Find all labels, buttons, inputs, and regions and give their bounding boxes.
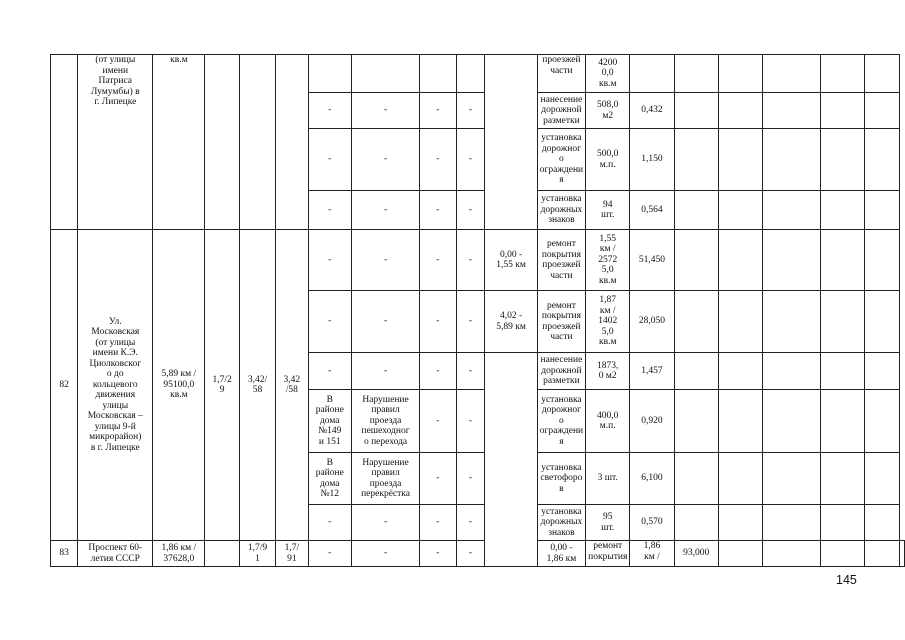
empty-cell <box>718 129 762 191</box>
empty-cell <box>718 541 762 567</box>
value-cell-4: - <box>420 505 456 541</box>
empty-cell <box>820 453 864 505</box>
empty-cell <box>718 505 762 541</box>
work-type-cell: установка светофоро в <box>537 453 585 505</box>
empty-cell <box>900 541 905 567</box>
value-cell-4 <box>420 55 456 93</box>
work-type-cell: установка дорожног о ограждени я <box>537 129 585 191</box>
object-name-cell: (от улицы имени Патриса Лумумбы) в г. Липецке <box>78 55 153 230</box>
value-cell-2: 1,7/9 1 <box>239 541 275 567</box>
value-cell-1 <box>205 541 239 567</box>
number-cell: 83 <box>51 541 78 567</box>
value-cell-5: - <box>456 390 485 453</box>
table-row <box>51 541 905 567</box>
location-cell: - <box>308 353 351 390</box>
value-cell-5: - <box>456 291 485 353</box>
value-cell-4: - <box>420 129 456 191</box>
empty-cell <box>762 191 820 230</box>
empty-cell <box>718 291 762 353</box>
value-cell-4: - <box>420 191 456 230</box>
empty-cell <box>864 390 899 453</box>
value-cell-3 <box>276 55 308 230</box>
volume-cell: 1873, 0 м2 <box>586 353 630 390</box>
cost-cell: 6,100 <box>630 453 674 505</box>
empty-cell <box>864 230 899 291</box>
value-cell-4: - <box>420 541 456 567</box>
empty-cell <box>718 353 762 390</box>
empty-cell <box>820 541 864 567</box>
empty-cell <box>674 55 718 93</box>
value-cell-5 <box>456 55 485 93</box>
location-cell: В районе дома №12 <box>308 453 351 505</box>
length-area-cell: кв.м <box>153 55 205 230</box>
object-name-cell: Ул. Московская (от улицы имени К.Э. Циолковског о до кольцевого движения улицы Московская – улицы 9-й микрорайон) в г. Липецке <box>78 230 153 541</box>
number-cell: 82 <box>51 230 78 541</box>
location-cell: - <box>308 191 351 230</box>
empty-cell <box>864 541 899 567</box>
cost-cell: 0,570 <box>630 505 674 541</box>
value-cell-4: - <box>420 291 456 353</box>
work-type-cell: ремонт покрытия проезжей части <box>537 230 585 291</box>
volume-cell: 1,87 км / 1402 5,0 кв.м <box>586 291 630 353</box>
empty-cell <box>762 129 820 191</box>
value-cell-5: - <box>456 230 485 291</box>
value-cell-4: - <box>420 230 456 291</box>
empty-cell <box>820 191 864 230</box>
cost-cell: 1,150 <box>630 129 674 191</box>
empty-cell <box>820 93 864 129</box>
empty-cell <box>674 353 718 390</box>
empty-cell <box>674 291 718 353</box>
length-area-cell: 1,86 км / 37628,0 <box>153 541 205 567</box>
empty-cell <box>674 390 718 453</box>
value-cell-5: - <box>456 453 485 505</box>
violation-cell: - <box>351 230 419 291</box>
page-number: 145 <box>836 573 857 587</box>
cost-cell: 51,450 <box>630 230 674 291</box>
violation-cell: - <box>351 291 419 353</box>
volume-cell: 94 шт. <box>586 191 630 230</box>
km-range-cell: 0,00 - 1,86 км <box>537 541 585 567</box>
number-cell <box>51 55 78 230</box>
empty-cell <box>674 93 718 129</box>
location-cell <box>308 55 351 93</box>
empty-cell <box>820 230 864 291</box>
value-cell-1: 1,7/2 9 <box>205 230 239 541</box>
empty-cell <box>864 55 899 93</box>
empty-cell <box>762 453 820 505</box>
value-cell-5: - <box>456 353 485 390</box>
empty-cell <box>864 93 899 129</box>
empty-cell <box>820 55 864 93</box>
km-range-cell: 0,00 - 1,55 км <box>485 230 537 291</box>
value-cell-5: - <box>456 191 485 230</box>
empty-cell <box>820 390 864 453</box>
empty-cell <box>762 291 820 353</box>
work-type-cell: нанесение дорожной разметки <box>537 93 585 129</box>
empty-cell <box>718 93 762 129</box>
empty-cell <box>762 505 820 541</box>
location-cell: - <box>308 230 351 291</box>
work-type-cell: ремонт покрытия <box>586 541 630 567</box>
volume-cell: 3 шт. <box>586 453 630 505</box>
location-cell: - <box>308 93 351 129</box>
volume-cell: 4200 0,0 кв.м <box>586 55 630 93</box>
cost-cell: 28,050 <box>630 291 674 353</box>
empty-cell <box>864 505 899 541</box>
work-type-cell: установка дорожных знаков <box>537 191 585 230</box>
cost-cell: 0,564 <box>630 191 674 230</box>
cost-cell: 93,000 <box>674 541 718 567</box>
length-area-cell: 5,89 км / 95100,0 кв.м <box>153 230 205 541</box>
empty-cell <box>718 191 762 230</box>
violation-cell: - <box>351 541 419 567</box>
object-name-cell: Проспект 60- летия СССР <box>78 541 153 567</box>
value-cell-4: - <box>420 390 456 453</box>
violation-cell: - <box>351 191 419 230</box>
value-cell-4: - <box>420 453 456 505</box>
work-type-cell: установка дорожных знаков <box>537 505 585 541</box>
value-cell-1 <box>205 55 239 230</box>
volume-cell: 1,86 км / <box>630 541 674 567</box>
empty-cell <box>864 129 899 191</box>
empty-cell <box>718 453 762 505</box>
volume-cell: 1,55 км / 2572 5,0 кв.м <box>586 230 630 291</box>
location-cell: - <box>308 505 351 541</box>
violation-cell: Нарушение правил проезда пешеходног о перехода <box>351 390 419 453</box>
work-type-cell: ремонт покрытия проезжей части <box>537 291 585 353</box>
value-cell-3: 1,7/ 91 <box>276 541 308 567</box>
volume-cell: 95 шт. <box>586 505 630 541</box>
value-cell-4: - <box>420 353 456 390</box>
violation-cell: - <box>351 353 419 390</box>
empty-cell <box>820 129 864 191</box>
violation-cell: - <box>351 93 419 129</box>
violation-cell <box>351 55 419 93</box>
empty-cell <box>718 55 762 93</box>
km-range-cell <box>485 55 537 230</box>
location-cell: - <box>308 129 351 191</box>
empty-cell <box>674 191 718 230</box>
value-cell-5: - <box>456 541 485 567</box>
empty-cell <box>674 129 718 191</box>
empty-cell <box>762 353 820 390</box>
empty-cell <box>762 541 820 567</box>
value-cell-5: - <box>456 129 485 191</box>
cost-cell: 0,920 <box>630 390 674 453</box>
volume-cell: 400,0 м.п. <box>586 390 630 453</box>
value-cell-2 <box>239 55 275 230</box>
km-range-cell: 4,02 - 5,89 км <box>485 291 537 353</box>
cost-cell <box>630 55 674 93</box>
empty-cell <box>864 453 899 505</box>
empty-cell <box>820 505 864 541</box>
empty-cell <box>762 390 820 453</box>
value-cell-2: 3,42/ 58 <box>239 230 275 541</box>
location-cell: В районе дома №149 и 151 <box>308 390 351 453</box>
empty-cell <box>864 291 899 353</box>
value-cell-5: - <box>456 93 485 129</box>
empty-cell <box>864 191 899 230</box>
location-cell: - <box>308 541 351 567</box>
work-type-cell: нанесение дорожной разметки <box>537 353 585 390</box>
km-range-cell <box>485 353 537 567</box>
volume-cell: 508,0 м2 <box>586 93 630 129</box>
cost-cell: 0,432 <box>630 93 674 129</box>
empty-cell <box>762 93 820 129</box>
empty-cell <box>820 353 864 390</box>
table-row <box>51 55 905 93</box>
cost-cell: 1,457 <box>630 353 674 390</box>
empty-cell <box>762 55 820 93</box>
empty-cell <box>718 230 762 291</box>
empty-cell <box>674 230 718 291</box>
empty-cell <box>718 390 762 453</box>
road-repair-table <box>50 54 905 567</box>
empty-cell <box>820 291 864 353</box>
empty-cell <box>674 505 718 541</box>
table-row <box>51 230 905 291</box>
location-cell: - <box>308 291 351 353</box>
value-cell-3: 3,42 /58 <box>276 230 308 541</box>
empty-cell <box>864 353 899 390</box>
value-cell-5: - <box>456 505 485 541</box>
violation-cell: - <box>351 505 419 541</box>
empty-cell <box>762 230 820 291</box>
violation-cell: Нарушение правил проезда перекрёстка <box>351 453 419 505</box>
work-type-cell: проезжей части <box>537 55 585 93</box>
value-cell-4: - <box>420 93 456 129</box>
volume-cell: 500,0 м.п. <box>586 129 630 191</box>
empty-cell <box>674 453 718 505</box>
violation-cell: - <box>351 129 419 191</box>
work-type-cell: установка дорожног о ограждени я <box>537 390 585 453</box>
